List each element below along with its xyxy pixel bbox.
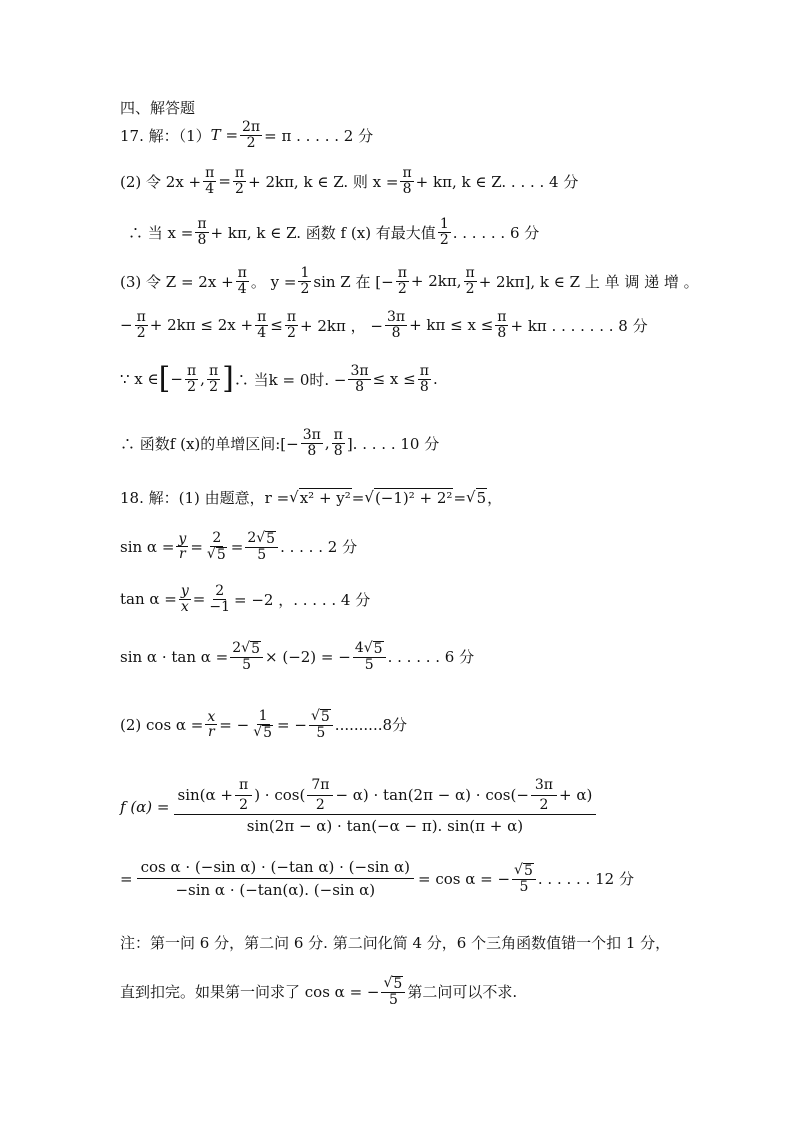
- fraction: [464, 266, 477, 296]
- numerator: y: [178, 530, 187, 547]
- denominator: 5: [242, 656, 252, 673]
- fraction: [245, 531, 278, 562]
- denominator: −sin α · (−tan(α). (−sin α): [175, 881, 376, 899]
- denominator: 2: [315, 796, 325, 813]
- numerator: 1: [300, 265, 310, 281]
- fraction: [512, 863, 536, 894]
- fraction: [205, 531, 229, 562]
- text: ,: [324, 434, 330, 453]
- numerator: 3π: [531, 778, 557, 796]
- note-text: 注：第一问 6 分，第二问 6 分. 第二问化简 4 分，6 个三角函数值错一个扣 1 分，: [120, 934, 671, 952]
- radicand: 5: [393, 976, 403, 992]
- text: − α) · tan(2π − α) · cos(−: [335, 786, 529, 805]
- sqrt: √ 5: [466, 488, 487, 507]
- denominator: 2: [539, 796, 549, 813]
- sqrt: √ 5: [514, 861, 533, 879]
- sqrt: √ 5: [253, 723, 273, 741]
- text: + 2kπ], k ∈ Z 上 单 调 递 增 。: [478, 272, 699, 291]
- sqrt: √ 5: [363, 640, 383, 657]
- fraction: [240, 120, 262, 150]
- fraction: [400, 166, 413, 196]
- fraction: [233, 166, 246, 196]
- text: ∵ x ∈: [120, 370, 159, 389]
- fraction: [179, 584, 191, 614]
- text: + kπ ≤ x ≤: [409, 316, 494, 335]
- fraction: [495, 310, 508, 340]
- denominator: −1: [209, 598, 231, 615]
- fraction: [235, 778, 252, 812]
- fraction: [135, 310, 148, 340]
- q18-tan: [120, 584, 370, 614]
- text: sin(α +: [177, 786, 233, 805]
- text: = −: [277, 715, 307, 734]
- text: + α): [559, 786, 593, 805]
- radicand: 5: [373, 641, 383, 657]
- text: = −2 ，. . . . . 4 分: [234, 590, 371, 609]
- numerator: π: [419, 363, 429, 379]
- denominator: 8: [355, 378, 364, 395]
- q17-domain: [120, 361, 438, 397]
- text: =: [351, 488, 365, 507]
- numerator: 1: [258, 708, 268, 724]
- denominator: r: [207, 724, 215, 741]
- fraction: [195, 217, 208, 247]
- text: = cos α = −: [417, 869, 511, 888]
- text: .: [432, 370, 438, 389]
- text: ∴ 当 x =: [128, 223, 194, 242]
- denominator: 2: [397, 280, 407, 297]
- fraction: [353, 641, 386, 672]
- grading-note-2: [120, 976, 517, 1007]
- fraction: [385, 310, 407, 340]
- big-fraction: [137, 858, 414, 899]
- text: . . . . . . 6 分: [387, 648, 475, 667]
- fraction: [381, 976, 405, 1007]
- text: =: [218, 172, 231, 191]
- fraction: [531, 778, 557, 812]
- text: =: [120, 869, 133, 888]
- text: ∴ 函数f (x)的单增区间:[−: [120, 434, 299, 453]
- text: ..........8分: [334, 716, 408, 735]
- fraction: [207, 584, 232, 614]
- sqrt: √ 5: [206, 545, 226, 563]
- denominator: 8: [497, 324, 507, 341]
- denominator: 5: [316, 724, 326, 741]
- denominator: 2: [239, 796, 249, 813]
- fraction: [348, 364, 370, 394]
- radicand: 5: [251, 641, 260, 657]
- text: 2: [247, 530, 257, 546]
- denominator: 2: [300, 280, 310, 297]
- section-title: 四、解答题: [120, 99, 196, 117]
- radicand: (−1)² + 2²: [374, 489, 453, 507]
- numerator: π: [197, 216, 207, 232]
- q17-interval: [120, 428, 439, 458]
- grading-note-1: [120, 932, 670, 953]
- text: = −: [219, 715, 250, 734]
- radicand: 5: [263, 724, 273, 741]
- fraction: [396, 266, 409, 296]
- q18-sin: [120, 531, 357, 562]
- denominator: 8: [391, 324, 401, 341]
- numerator: 3π: [302, 427, 321, 443]
- text: + kπ, k ∈ Z. 函数 f (x) 有最大值: [210, 223, 436, 242]
- q17-label: 17. 解：（1）: [120, 126, 211, 145]
- fraction: [285, 310, 298, 340]
- text: + kπ, k ∈ Z. . . . . 4 分: [415, 172, 579, 191]
- note-text: 直到扣完。如果第一问求了 cos α = −: [120, 983, 380, 1002]
- text: ,: [200, 370, 205, 389]
- numerator: π: [397, 265, 407, 281]
- section-heading: [120, 97, 195, 118]
- denominator: 4: [257, 324, 267, 341]
- numerator: π: [402, 165, 412, 181]
- text: . . . . . . 12 分: [537, 870, 634, 888]
- denominator: 8: [333, 442, 343, 459]
- text: f (α) =: [120, 797, 170, 816]
- denominator: 2: [209, 378, 218, 395]
- sqrt: √ x² + y²: [289, 488, 351, 507]
- numerator: [174, 778, 597, 815]
- numerator: π: [136, 309, 146, 325]
- fraction: [176, 532, 188, 562]
- q17-part3: [120, 266, 699, 296]
- numerator: π: [333, 427, 343, 443]
- text: =: [230, 537, 244, 556]
- note-text: 第二问可以不求.: [407, 983, 518, 1002]
- text: ) · cos(: [254, 786, 306, 805]
- sqrt: √ 5: [256, 530, 276, 547]
- text: =: [453, 488, 467, 507]
- numerator: 3π: [386, 309, 406, 325]
- q17-max-value: [128, 217, 539, 247]
- numerator: π: [497, 309, 507, 325]
- numerator: π: [235, 778, 252, 796]
- fraction: [332, 428, 345, 458]
- radicand: x² + y²: [299, 489, 351, 507]
- text: ，: [487, 489, 503, 507]
- denominator: 2: [465, 280, 475, 297]
- text: + 2kπ ， −: [300, 316, 383, 335]
- fraction: [236, 266, 249, 296]
- q17-part1: [120, 120, 373, 150]
- denominator: r: [179, 546, 186, 563]
- denominator: 2: [439, 231, 449, 248]
- text: + 2kπ ≤ 2x +: [149, 316, 254, 335]
- numerator: 3π: [350, 363, 369, 379]
- sqrt: √ 5: [241, 640, 260, 657]
- denominator: sin(2π − α) · tan(−α − π). sin(π + α): [246, 817, 524, 836]
- q18-part2-cos: [120, 709, 407, 740]
- numerator: 2: [212, 530, 222, 546]
- text: ≤ x ≤: [372, 370, 416, 389]
- text: 。 y =: [250, 272, 297, 291]
- denominator: 2: [246, 134, 256, 151]
- numerator: π: [208, 363, 219, 379]
- left-bracket: [: [158, 361, 171, 397]
- denominator: 2: [235, 180, 244, 197]
- denominator: 2: [136, 324, 146, 341]
- denominator: 8: [419, 378, 429, 395]
- numerator: π: [234, 165, 245, 181]
- text: + 2kπ, k ∈ Z. 则 x =: [248, 172, 399, 191]
- denominator: 8: [197, 231, 207, 248]
- fraction: [418, 364, 431, 394]
- q18-part1: [120, 487, 502, 508]
- q17-inequality: [120, 310, 648, 340]
- denominator: 8: [307, 442, 317, 459]
- text: =: [190, 537, 203, 556]
- numerator: π: [186, 363, 197, 379]
- text: sin α · tan α =: [120, 647, 229, 666]
- text: ∴ 当k = 0时. −: [233, 370, 347, 389]
- right-bracket: ]: [222, 361, 234, 397]
- denominator: 5: [519, 878, 529, 895]
- text: = π . . . . . 2 分: [264, 126, 374, 145]
- q18-sin-tan: [120, 641, 474, 672]
- numerator: 2: [215, 583, 225, 599]
- denominator: 5: [257, 546, 267, 563]
- denominator: 8: [402, 180, 412, 197]
- fraction: [185, 364, 198, 394]
- radicand: 5: [523, 862, 533, 879]
- text: (2) cos α =: [120, 715, 204, 734]
- text: ≤: [270, 316, 283, 335]
- fraction: [203, 166, 216, 196]
- fraction: [255, 310, 268, 340]
- numerator: π: [257, 309, 267, 325]
- q18-simplified: [120, 858, 634, 899]
- text: =: [192, 590, 206, 609]
- text: T =: [210, 126, 239, 145]
- text: −: [120, 316, 133, 335]
- numerator: π: [205, 165, 215, 181]
- text: . . . . . . 6 分: [452, 223, 540, 242]
- text: × (−2) = −: [265, 647, 351, 666]
- denominator: 4: [205, 180, 215, 197]
- numerator: 2π: [242, 119, 261, 135]
- radicand: 5: [476, 489, 487, 507]
- numerator: π: [286, 309, 297, 325]
- fraction: [207, 364, 220, 394]
- denominator: 5: [388, 991, 398, 1008]
- text: sin Z 在 [−: [313, 272, 394, 291]
- sqrt: √ (−1)² + 2²: [364, 488, 453, 507]
- text: (3) 令 Z = 2x +: [120, 272, 234, 291]
- text: ]. . . . . 10 分: [346, 434, 440, 453]
- text: (2) 令 2x +: [120, 172, 202, 191]
- numerator: 1: [439, 216, 449, 232]
- sqrt: √ 5: [383, 975, 403, 992]
- denominator: x: [180, 598, 189, 615]
- fraction: [307, 778, 333, 812]
- denominator: 2: [286, 324, 296, 341]
- text: + 2kπ,: [410, 272, 462, 291]
- big-fraction: [174, 778, 597, 835]
- fraction: [309, 709, 333, 740]
- fraction: [301, 428, 323, 458]
- q17-part2: [120, 166, 578, 196]
- numerator: x: [207, 708, 216, 725]
- denominator: 5: [364, 656, 374, 673]
- denominator: 4: [237, 280, 247, 297]
- fraction: [251, 709, 275, 740]
- numerator: y: [180, 583, 189, 599]
- fraction: [230, 641, 263, 672]
- numerator: cos α · (−sin α) · (−tan α) · (−sin α): [137, 858, 414, 879]
- text: 4: [354, 640, 364, 656]
- text: sin α =: [120, 537, 175, 556]
- text: −: [170, 370, 183, 389]
- denominator: 2: [187, 378, 197, 395]
- numerator: 7π: [307, 778, 333, 796]
- sqrt: √ 5: [310, 708, 330, 725]
- radicand: 5: [320, 709, 330, 725]
- text: 2: [232, 640, 242, 656]
- q18-label: 18. 解：(1) 由题意，r =: [120, 489, 290, 507]
- radicand: 5: [266, 531, 276, 547]
- fraction: [438, 217, 451, 247]
- fraction: [205, 710, 217, 740]
- text: tan α =: [120, 590, 177, 609]
- text: . . . . . 2 分: [280, 538, 358, 557]
- radicand: 5: [216, 546, 226, 563]
- numerator: π: [237, 265, 247, 281]
- numerator: π: [465, 265, 475, 281]
- q18-f-alpha: [120, 778, 600, 835]
- text: + kπ . . . . . . . 8 分: [510, 316, 648, 335]
- fraction: [298, 266, 311, 296]
